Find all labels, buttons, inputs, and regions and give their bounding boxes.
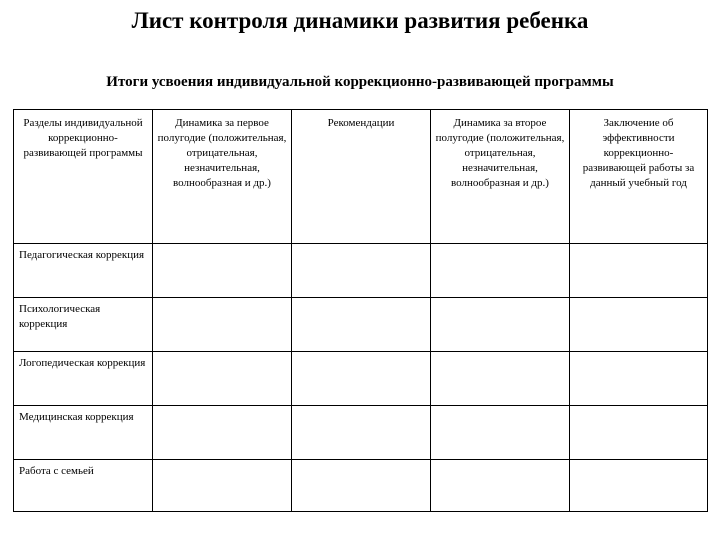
row-label-cell: [14, 298, 153, 352]
second-half-cell[interactable]: [431, 352, 570, 406]
header-label: Заключение об эффективности коррекционно-развивающей работы за данный учебный год: [582, 117, 695, 189]
recommendations-cell[interactable]: [292, 406, 431, 460]
header-cell-first-half: [153, 110, 292, 244]
header-label: Динамика за второе полугодие (положительная, отрицательная, незначительная, волнообразная и др.): [435, 117, 565, 189]
recommendations-cell[interactable]: [292, 352, 431, 406]
header-label: Динамика за первое полугодие (положительная, отрицательная, незначительная, волнообразная и др.): [157, 117, 287, 189]
recommendations-cell[interactable]: [292, 460, 431, 512]
table-row: [14, 406, 708, 460]
second-half-cell[interactable]: [431, 460, 570, 512]
header-cell-sections: [14, 110, 153, 244]
table-row: [14, 352, 708, 406]
header-cell-conclusion: [570, 110, 708, 244]
page-title: Лист контроля динамики развития ребенка: [131, 8, 589, 33]
section-label: Логопедическая коррекция: [19, 357, 146, 369]
table-row: [14, 244, 708, 298]
conclusion-cell[interactable]: [570, 406, 708, 460]
first-half-cell[interactable]: [153, 298, 292, 352]
header-label: Рекомендации: [327, 117, 395, 129]
table-row: [14, 298, 708, 352]
conclusion-cell[interactable]: [570, 298, 708, 352]
first-half-cell[interactable]: [153, 244, 292, 298]
first-half-cell[interactable]: [153, 352, 292, 406]
control-table: [13, 109, 708, 512]
header-label: Разделы индивидуальной коррекционно-развивающей программы: [23, 117, 143, 159]
section-label: Медицинская коррекция: [19, 411, 134, 423]
header-cell-second-half: [431, 110, 570, 244]
row-label-cell: [14, 460, 153, 512]
header-cell-recommendations: [292, 110, 431, 244]
table-header-row: [14, 110, 708, 244]
row-label-cell: [14, 244, 153, 298]
recommendations-cell[interactable]: [292, 244, 431, 298]
row-label-cell: [14, 352, 153, 406]
page-subtitle: Итоги усвоения индивидуальной коррекционно-развивающей программы: [106, 74, 614, 90]
table-row: [14, 460, 708, 512]
first-half-cell[interactable]: [153, 406, 292, 460]
section-label: Психологическая коррекция: [19, 303, 101, 330]
conclusion-cell[interactable]: [570, 244, 708, 298]
section-label: Педагогическая коррекция: [19, 249, 145, 261]
first-half-cell[interactable]: [153, 460, 292, 512]
second-half-cell[interactable]: [431, 244, 570, 298]
row-label-cell: [14, 406, 153, 460]
second-half-cell[interactable]: [431, 406, 570, 460]
recommendations-cell[interactable]: [292, 298, 431, 352]
conclusion-cell[interactable]: [570, 460, 708, 512]
second-half-cell[interactable]: [431, 298, 570, 352]
conclusion-cell[interactable]: [570, 352, 708, 406]
section-label: Работа с семьей: [19, 465, 94, 477]
